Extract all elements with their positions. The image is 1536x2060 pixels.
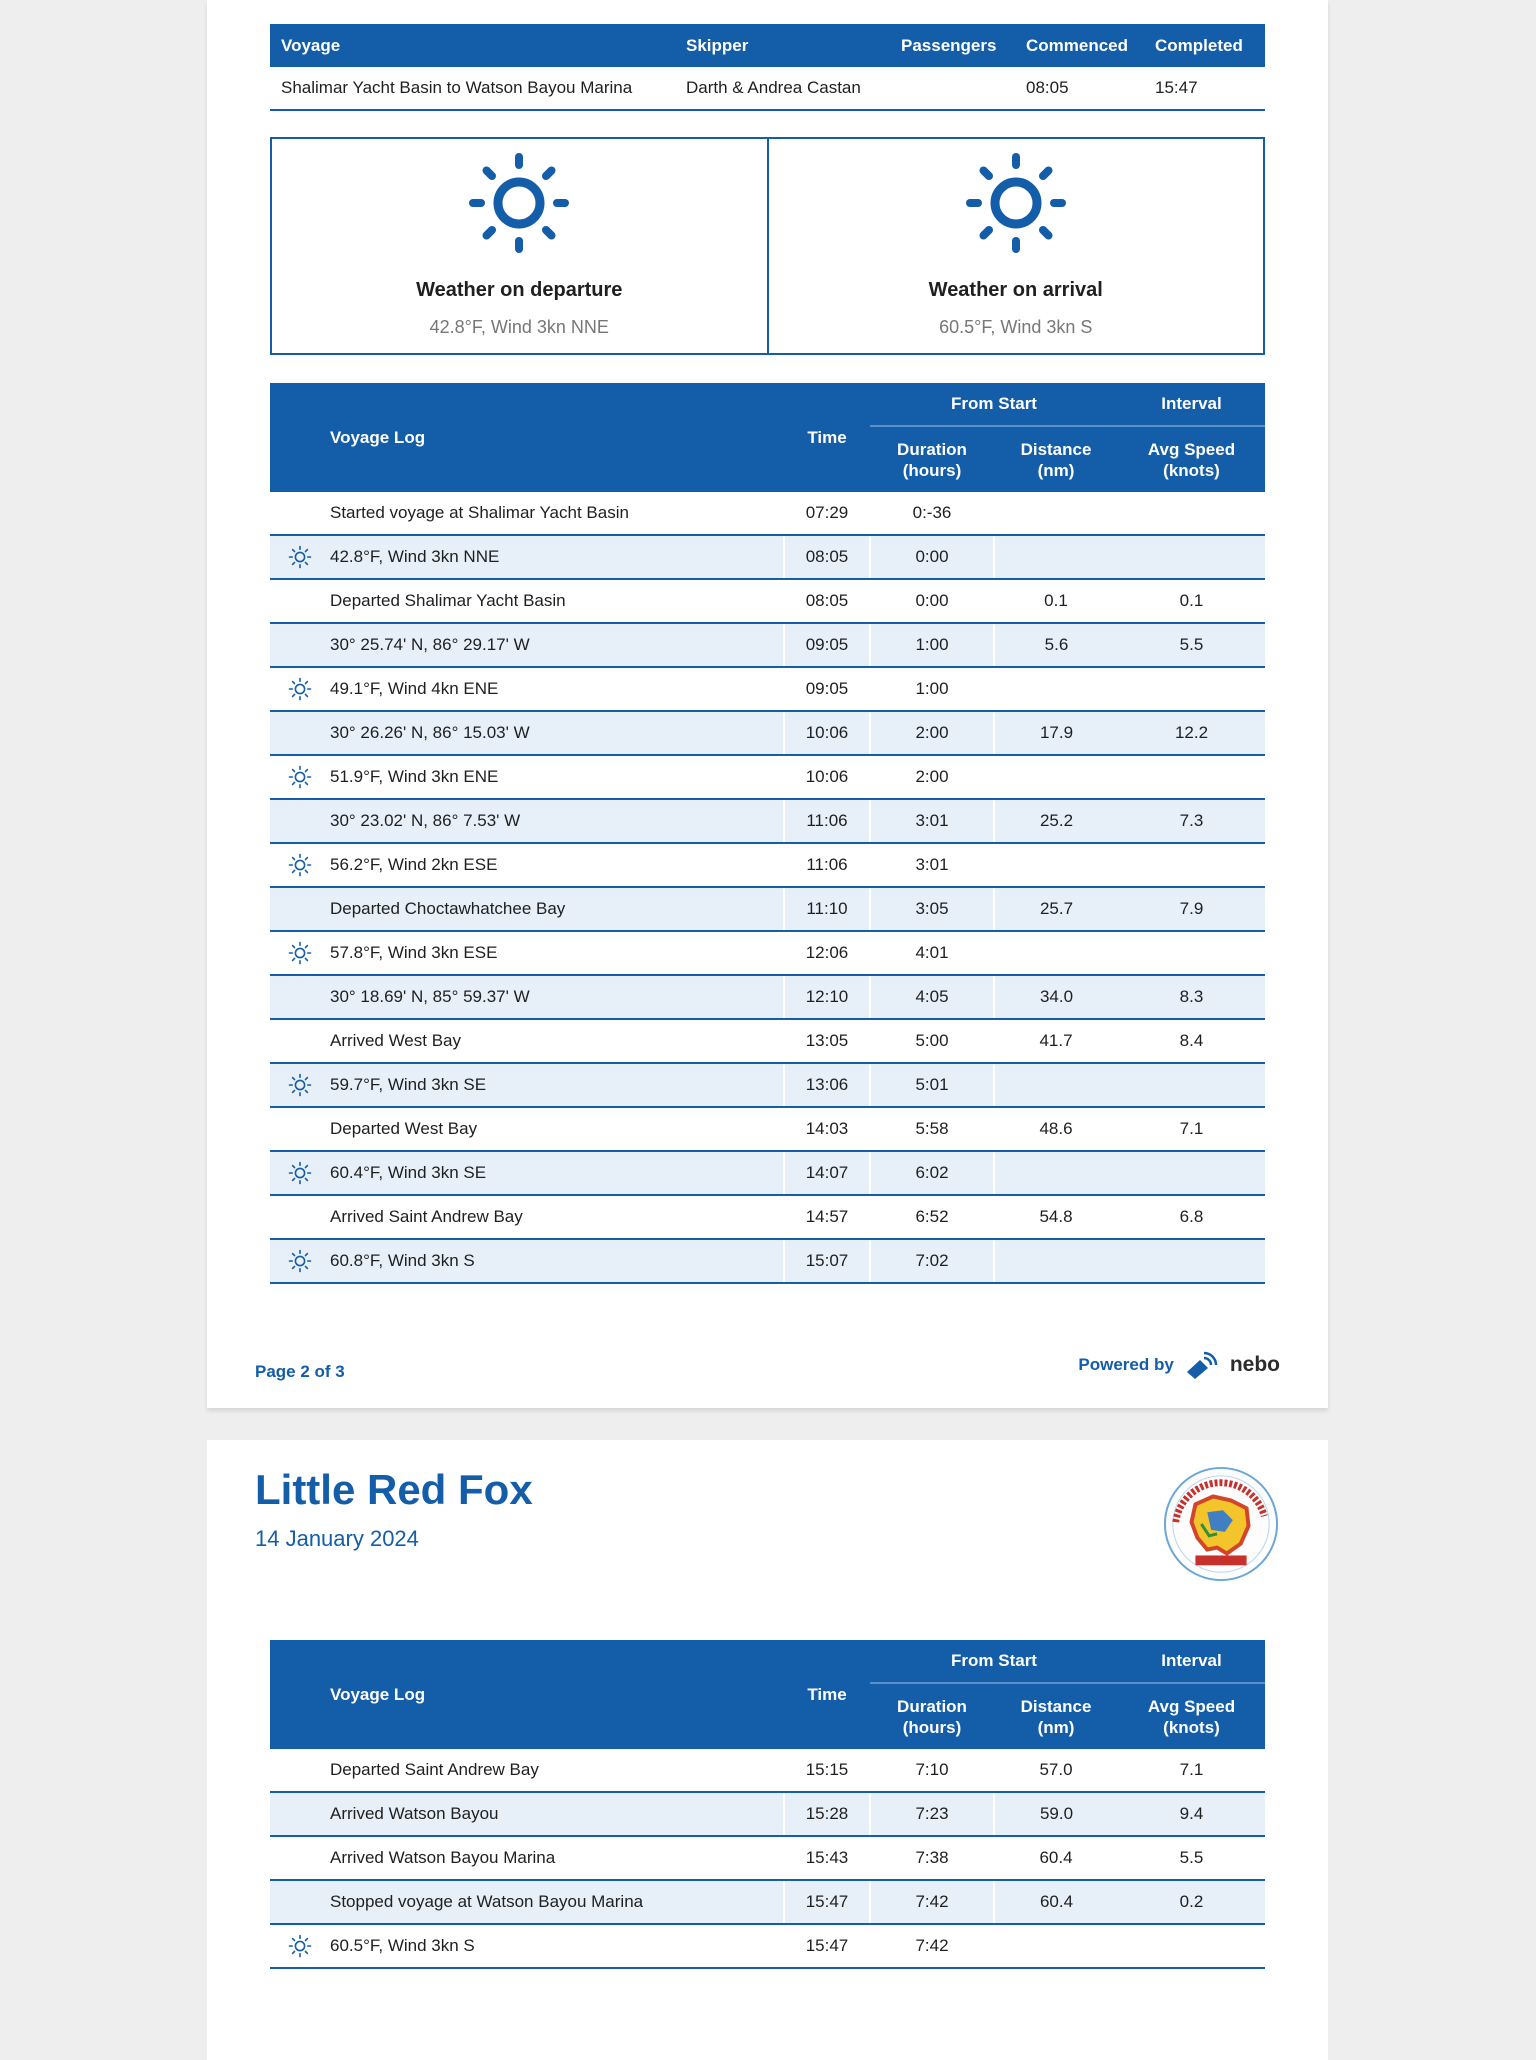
log-time: 10:06 bbox=[784, 711, 870, 755]
log-event: 30° 18.69' N, 85° 59.37' W bbox=[330, 975, 784, 1019]
distance-header: Distance (nm) bbox=[994, 426, 1118, 492]
weather-sun-icon bbox=[288, 1249, 312, 1273]
page-number: Page 2 of 3 bbox=[255, 1362, 345, 1381]
log-row bbox=[270, 1107, 1265, 1151]
log-distance: 57.0 bbox=[994, 1749, 1118, 1792]
log-time: 08:05 bbox=[784, 579, 870, 623]
log-event: Departed Choctawhatchee Bay bbox=[330, 887, 784, 931]
log-avg-speed: 0.2 bbox=[1118, 1880, 1265, 1924]
weather-log-row bbox=[270, 843, 1265, 887]
log-duration: 1:00 bbox=[870, 623, 994, 667]
log-avg-speed bbox=[1118, 535, 1265, 579]
row-icon-cell bbox=[270, 1151, 330, 1195]
row-icon-cell bbox=[270, 931, 330, 975]
log-distance: 34.0 bbox=[994, 975, 1118, 1019]
log-time: 13:06 bbox=[784, 1063, 870, 1107]
log-event: 49.1°F, Wind 4kn ENE bbox=[330, 667, 784, 711]
log-time: 14:03 bbox=[784, 1107, 870, 1151]
duration-header: Duration (hours) bbox=[870, 1683, 994, 1749]
log-event: 30° 25.74' N, 86° 29.17' W bbox=[330, 623, 784, 667]
log-header-row bbox=[270, 1640, 1265, 1683]
log-header-icon bbox=[270, 1640, 330, 1749]
log-body bbox=[270, 1749, 1265, 1968]
interval-header: Interval bbox=[1118, 1640, 1265, 1683]
log-time: 15:47 bbox=[784, 1924, 870, 1968]
log-distance bbox=[994, 492, 1118, 535]
voyage-log-table bbox=[270, 383, 1265, 1284]
summary-row bbox=[270, 67, 1265, 110]
log-event: Departed Saint Andrew Bay bbox=[330, 1749, 784, 1792]
log-event: Started voyage at Shalimar Yacht Basin bbox=[330, 492, 784, 535]
weather-log-row bbox=[270, 667, 1265, 711]
weather-arrival-value: 60.5°F, Wind 3kn S bbox=[939, 317, 1093, 337]
log-avg-speed: 5.5 bbox=[1118, 623, 1265, 667]
log-distance bbox=[994, 667, 1118, 711]
log-event: 30° 23.02' N, 86° 7.53' W bbox=[330, 799, 784, 843]
log-distance bbox=[994, 1151, 1118, 1195]
log-distance bbox=[994, 843, 1118, 887]
log-avg-speed: 7.1 bbox=[1118, 1749, 1265, 1792]
log-distance: 54.8 bbox=[994, 1195, 1118, 1239]
weather-departure-value: 42.8°F, Wind 3kn NNE bbox=[429, 317, 609, 337]
log-row bbox=[270, 579, 1265, 623]
log-event: 56.2°F, Wind 2kn ESE bbox=[330, 843, 784, 887]
weather-log-row bbox=[270, 1239, 1265, 1283]
row-icon-cell bbox=[270, 843, 330, 887]
log-time: 07:29 bbox=[784, 492, 870, 535]
log-avg-speed: 8.3 bbox=[1118, 975, 1265, 1019]
log-row bbox=[270, 975, 1265, 1019]
log-row bbox=[270, 623, 1265, 667]
log-distance: 25.7 bbox=[994, 887, 1118, 931]
report-page-2 bbox=[207, 0, 1328, 1408]
powered-by-label: Powered by bbox=[1078, 1355, 1174, 1374]
log-duration: 0:00 bbox=[870, 579, 994, 623]
voyage-header: Voyage bbox=[270, 24, 675, 67]
sun-icon bbox=[469, 153, 569, 253]
log-avg-speed bbox=[1118, 667, 1265, 711]
log-event: Arrived West Bay bbox=[330, 1019, 784, 1063]
log-avg-speed: 5.5 bbox=[1118, 1836, 1265, 1880]
weather-log-row bbox=[270, 931, 1265, 975]
log-time: 09:05 bbox=[784, 667, 870, 711]
log-event: Arrived Saint Andrew Bay bbox=[330, 1195, 784, 1239]
weather-departure-box bbox=[270, 137, 769, 355]
avg-speed-header: Avg Speed (knots) bbox=[1118, 426, 1265, 492]
log-time: 11:10 bbox=[784, 887, 870, 931]
weather-arrival-box bbox=[769, 137, 1266, 355]
log-avg-speed: 6.8 bbox=[1118, 1195, 1265, 1239]
log-distance: 5.6 bbox=[994, 623, 1118, 667]
weather-log-row bbox=[270, 1063, 1265, 1107]
log-duration: 3:01 bbox=[870, 799, 994, 843]
log-time: 15:07 bbox=[784, 1239, 870, 1283]
log-distance: 41.7 bbox=[994, 1019, 1118, 1063]
log-time: 12:10 bbox=[784, 975, 870, 1019]
log-avg-speed bbox=[1118, 1151, 1265, 1195]
passengers-header: Passengers bbox=[890, 24, 1015, 67]
log-avg-speed bbox=[1118, 1063, 1265, 1107]
log-distance: 60.4 bbox=[994, 1880, 1118, 1924]
log-row bbox=[270, 711, 1265, 755]
log-row bbox=[270, 492, 1265, 535]
log-time: 11:06 bbox=[784, 799, 870, 843]
log-duration: 5:01 bbox=[870, 1063, 994, 1107]
log-distance: 59.0 bbox=[994, 1792, 1118, 1836]
row-icon-cell bbox=[270, 755, 330, 799]
log-duration: 7:38 bbox=[870, 1836, 994, 1880]
log-event: Arrived Watson Bayou bbox=[330, 1792, 784, 1836]
avg-speed-header: Avg Speed (knots) bbox=[1118, 1683, 1265, 1749]
log-distance bbox=[994, 1924, 1118, 1968]
row-icon-cell bbox=[270, 1019, 330, 1063]
weather-log-row bbox=[270, 755, 1265, 799]
weather-sun-icon bbox=[288, 853, 312, 877]
nebo-brand: nebo bbox=[1229, 1353, 1280, 1376]
skipper-header: Skipper bbox=[675, 24, 890, 67]
summary-header-row bbox=[270, 24, 1265, 67]
log-distance bbox=[994, 1063, 1118, 1107]
row-icon-cell bbox=[270, 887, 330, 931]
nebo-logo-icon bbox=[1184, 1350, 1220, 1380]
weather-sun-icon bbox=[288, 677, 312, 701]
sun-icon bbox=[966, 153, 1066, 253]
log-event: Departed West Bay bbox=[330, 1107, 784, 1151]
row-icon-cell bbox=[270, 1880, 330, 1924]
row-icon-cell bbox=[270, 1749, 330, 1792]
log-avg-speed bbox=[1118, 755, 1265, 799]
row-icon-cell bbox=[270, 623, 330, 667]
log-duration: 7:10 bbox=[870, 1749, 994, 1792]
time-header: Time bbox=[784, 383, 870, 492]
weather-log-row bbox=[270, 1151, 1265, 1195]
row-icon-cell bbox=[270, 1239, 330, 1283]
log-duration: 3:05 bbox=[870, 887, 994, 931]
weather-sun-icon bbox=[288, 1161, 312, 1185]
log-distance: 0.1 bbox=[994, 579, 1118, 623]
log-row bbox=[270, 887, 1265, 931]
log-event: Arrived Watson Bayou Marina bbox=[330, 1836, 784, 1880]
powered-by bbox=[1078, 1350, 1280, 1380]
passengers-value bbox=[890, 67, 1015, 110]
log-duration: 1:00 bbox=[870, 667, 994, 711]
weather-departure-title: Weather on departure bbox=[416, 279, 623, 301]
log-distance: 25.2 bbox=[994, 799, 1118, 843]
log-avg-speed bbox=[1118, 843, 1265, 887]
log-time: 09:05 bbox=[784, 623, 870, 667]
log-duration: 2:00 bbox=[870, 711, 994, 755]
log-duration: 4:01 bbox=[870, 931, 994, 975]
log-distance bbox=[994, 931, 1118, 975]
weather-log-row bbox=[270, 1924, 1265, 1968]
log-row bbox=[270, 799, 1265, 843]
log-time: 12:06 bbox=[784, 931, 870, 975]
weather-arrival-title: Weather on arrival bbox=[928, 279, 1103, 301]
weather-summary bbox=[270, 137, 1265, 355]
log-event: Departed Shalimar Yacht Basin bbox=[330, 579, 784, 623]
log-row bbox=[270, 1836, 1265, 1880]
log-avg-speed: 7.3 bbox=[1118, 799, 1265, 843]
log-event: 42.8°F, Wind 3kn NNE bbox=[330, 535, 784, 579]
distance-header: Distance (nm) bbox=[994, 1683, 1118, 1749]
row-icon-cell bbox=[270, 1195, 330, 1239]
log-event: 57.8°F, Wind 3kn ESE bbox=[330, 931, 784, 975]
row-icon-cell bbox=[270, 1792, 330, 1836]
row-icon-cell bbox=[270, 711, 330, 755]
log-time: 14:57 bbox=[784, 1195, 870, 1239]
log-time: 11:06 bbox=[784, 843, 870, 887]
log-time: 15:47 bbox=[784, 1880, 870, 1924]
row-icon-cell bbox=[270, 1836, 330, 1880]
interval-header: Interval bbox=[1118, 383, 1265, 426]
weather-sun-icon bbox=[288, 1934, 312, 1958]
commenced-value: 08:05 bbox=[1015, 67, 1144, 110]
log-avg-speed: 8.4 bbox=[1118, 1019, 1265, 1063]
log-avg-speed: 12.2 bbox=[1118, 711, 1265, 755]
row-icon-cell bbox=[270, 975, 330, 1019]
log-duration: 7:23 bbox=[870, 1792, 994, 1836]
log-duration: 6:52 bbox=[870, 1195, 994, 1239]
log-avg-speed bbox=[1118, 1924, 1265, 1968]
log-time: 15:15 bbox=[784, 1749, 870, 1792]
log-row bbox=[270, 1019, 1265, 1063]
log-row bbox=[270, 1749, 1265, 1792]
log-duration: 4:05 bbox=[870, 975, 994, 1019]
voyage-summary-table bbox=[270, 24, 1265, 111]
log-avg-speed: 9.4 bbox=[1118, 1792, 1265, 1836]
row-icon-cell bbox=[270, 799, 330, 843]
log-distance bbox=[994, 755, 1118, 799]
log-avg-speed bbox=[1118, 492, 1265, 535]
log-time: 15:28 bbox=[784, 1792, 870, 1836]
log-duration: 5:00 bbox=[870, 1019, 994, 1063]
completed-header: Completed bbox=[1144, 24, 1265, 67]
log-distance: 60.4 bbox=[994, 1836, 1118, 1880]
log-duration: 6:02 bbox=[870, 1151, 994, 1195]
skipper-value: Darth & Andrea Castan bbox=[675, 67, 890, 110]
log-avg-speed: 7.1 bbox=[1118, 1107, 1265, 1151]
row-icon-cell bbox=[270, 492, 330, 535]
voyage-log-header: Voyage Log bbox=[330, 383, 784, 492]
log-event: 60.4°F, Wind 3kn SE bbox=[330, 1151, 784, 1195]
log-event: 60.5°F, Wind 3kn S bbox=[330, 1924, 784, 1968]
weather-sun-icon bbox=[288, 1073, 312, 1097]
time-header: Time bbox=[784, 1640, 870, 1749]
log-event: 51.9°F, Wind 3kn ENE bbox=[330, 755, 784, 799]
voyage-log-header: Voyage Log bbox=[330, 1640, 784, 1749]
from-start-header: From Start bbox=[870, 383, 1118, 426]
from-start-header: From Start bbox=[870, 1640, 1118, 1683]
log-event: Stopped voyage at Watson Bayou Marina bbox=[330, 1880, 784, 1924]
log-duration: 7:42 bbox=[870, 1924, 994, 1968]
log-header-row bbox=[270, 383, 1265, 426]
log-distance bbox=[994, 1239, 1118, 1283]
row-icon-cell bbox=[270, 1063, 330, 1107]
log-event: 30° 26.26' N, 86° 15.03' W bbox=[330, 711, 784, 755]
voyage-log-table-continued bbox=[270, 1640, 1265, 1969]
log-duration: 7:02 bbox=[870, 1239, 994, 1283]
log-avg-speed: 7.9 bbox=[1118, 887, 1265, 931]
log-header-icon bbox=[270, 383, 330, 492]
log-duration: 2:00 bbox=[870, 755, 994, 799]
log-time: 15:43 bbox=[784, 1836, 870, 1880]
log-row bbox=[270, 1195, 1265, 1239]
log-duration: 3:01 bbox=[870, 843, 994, 887]
log-distance: 17.9 bbox=[994, 711, 1118, 755]
log-event: 59.7°F, Wind 3kn SE bbox=[330, 1063, 784, 1107]
boat-name: Little Red Fox bbox=[255, 1466, 533, 1513]
voyage-date: 14 January 2024 bbox=[255, 1526, 419, 1551]
log-avg-speed bbox=[1118, 1239, 1265, 1283]
log-time: 08:05 bbox=[784, 535, 870, 579]
log-time: 14:07 bbox=[784, 1151, 870, 1195]
report-page-3 bbox=[207, 1440, 1328, 2060]
aglca-logo-icon bbox=[1162, 1465, 1280, 1583]
row-icon-cell bbox=[270, 579, 330, 623]
completed-value: 15:47 bbox=[1144, 67, 1265, 110]
duration-header: Duration (hours) bbox=[870, 426, 994, 492]
log-time: 10:06 bbox=[784, 755, 870, 799]
log-body bbox=[270, 492, 1265, 1283]
row-icon-cell bbox=[270, 667, 330, 711]
log-avg-speed: 0.1 bbox=[1118, 579, 1265, 623]
log-event: 60.8°F, Wind 3kn S bbox=[330, 1239, 784, 1283]
commenced-header: Commenced bbox=[1015, 24, 1144, 67]
row-icon-cell bbox=[270, 1107, 330, 1151]
weather-sun-icon bbox=[288, 545, 312, 569]
log-row bbox=[270, 1880, 1265, 1924]
log-avg-speed bbox=[1118, 931, 1265, 975]
log-row bbox=[270, 1792, 1265, 1836]
log-duration: 5:58 bbox=[870, 1107, 994, 1151]
log-duration: 7:42 bbox=[870, 1880, 994, 1924]
row-icon-cell bbox=[270, 1924, 330, 1968]
row-icon-cell bbox=[270, 535, 330, 579]
log-duration: 0:00 bbox=[870, 535, 994, 579]
weather-log-row bbox=[270, 535, 1265, 579]
log-distance: 48.6 bbox=[994, 1107, 1118, 1151]
weather-sun-icon bbox=[288, 941, 312, 965]
weather-sun-icon bbox=[288, 765, 312, 789]
log-duration: 0:-36 bbox=[870, 492, 994, 535]
voyage-value: Shalimar Yacht Basin to Watson Bayou Marina bbox=[270, 67, 675, 110]
log-distance bbox=[994, 535, 1118, 579]
log-time: 13:05 bbox=[784, 1019, 870, 1063]
